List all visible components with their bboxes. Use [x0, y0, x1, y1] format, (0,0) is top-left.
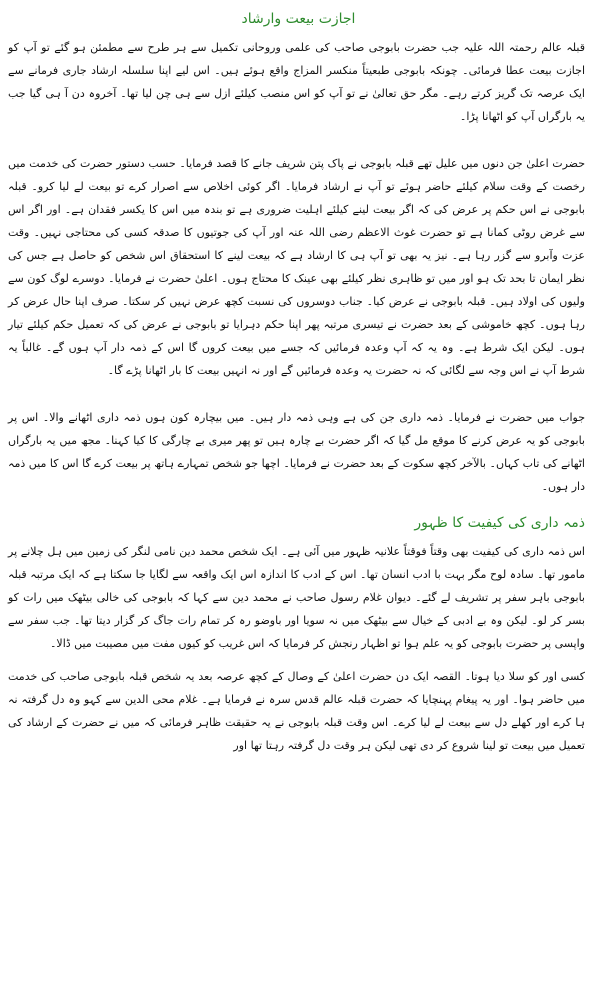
section-subtitle: ذمہ داری کی کیفیت کا ظہور	[414, 515, 585, 531]
section-title: اجازت بیعت وارشاد	[241, 11, 356, 27]
paragraph-gap	[8, 655, 589, 665]
paragraph-3: جواب میں حضرت نے فرمایا۔ ذمہ داری جن کی ہے وہی ذمہ دار ہیں۔ میں بیچارہ کون ہوں ذمہ داری اٹھانے والا۔ اس پر بابوجی کو یہ عرض کرنے کا موقع مل گیا کہ اگر حضرت بے چارہ ہیں تو پھر میری بے چارگی کا کیا کہنا۔ مجھ میں یہ بارگراں اٹھانے کی تاب کہاں۔ بالآخر کچھ سکوت کے بعد حضرت نے فرمایا۔ اچھا جو شخص تمہارے ہاتھ پر بیعت کرے گا اس کا میں ذمہ دار ہوں۔	[8, 411, 585, 493]
paragraph-1: قبلہ عالم رحمتہ اللہ علیہ جب حضرت بابوجی صاحب کی علمی وروحانی تکمیل سے ہر طرح سے مطمئن ہو گئے تو آپ کو اجازت بیعت عطا فرمائی۔ چونکہ بابوجی طبعیتاً منکسر المزاج واقع ہوئے ہیں۔ اس لیے اپنا سلسلہ ارشاد جاری فرمانے سے ایک عرصہ تک گریز کرتے رہے۔ مگر حق تعالیٰ نے تو آپ کو اس منصب کیلئے ازل سے ہی چن لیا تھا۔ آخروہ دن آ ہی گیا جب یہ بارگراں آپ کو اٹھانا پڑا۔	[8, 41, 585, 123]
paragraph-4: اس ذمہ داری کی کیفیت بھی وقتاً فوقتاً علانیہ ظہور میں آئی ہے۔ ایک شخص محمد دین نامی لنگر کی زمین میں ہل چلانے پر مامور تھا۔ سادہ لوح مگر بہت با ادب انسان تھا۔ اس کے ادب کا اندازہ اس ایک واقعہ سے لگایا جا سکتا ہے کہ ایک مرتبہ قبلہ بابوجی باہر سفر پر تشریف لے گئے۔ دیوان غلام رسول صاحب نے محمد دین سے کہا کہ بابوجی کی خالی بیٹھک میں رات کو بسر کر لو۔ لیکن وہ بے ادبی کے خیال سے بیٹھک میں نہ سویا اور باوضو رہ کر تمام رات جاگ کر گزار دیتا تھا۔ جب سفر سے واپسی پر حضرت بابوجی کو یہ علم ہوا تو اظہار رنجش کر فرمایا کہ اس غریب کو کیوں مفت میں مصیبت میں ڈالا۔	[8, 545, 585, 650]
paragraph-2: حضرت اعلیٰ جن دنوں میں علیل تھے قبلہ بابوجی نے پاک پتن شریف جانے کا قصد فرمایا۔ حسب دستور حضرت کی خدمت میں رخصت کے وقت سلام کیلئے حاضر ہوئے تو آپ نے ارشاد فرمایا۔ اگر کوئی اخلاص سے اصرار کرے تو بیعت لے لیا کرو۔ قبلہ بابوجی نے اس حکم پر عرض کی کہ اگر بیعت لینے کیلئے اہلیت ضروری ہے تو بندہ میں اس کا یکسر فقدان ہے۔ اور اگر اس سے غرض روٹی کمانا ہے تو حضرت غوث الاعظم رضی اللہ عنہ اور آپ کی جوتیوں کا صدقہ کسی کی محتاجی نہیں۔ وقت عزت وآبرو سے گزر رہا ہے۔ نیز یہ بھی تو آپ ہی کا ارشاد ہے کہ بیعت لینے کا استحقاق اس شخص کو حاصل ہے جس کی نظر ایمان تا بحد تک ہو اور میں تو ظاہری نظر کیلئے بھی عینک کا محتاج ہوں۔ اعلیٰ حضرت نے فرمایا۔ دوسرے لوگ کون سے ولیوں کی اولاد ہیں۔ قبلہ بابوجی نے عرض کیا۔ جناب دوسروں کی نسبت کچھ عرض نہیں کر سکتا۔ صرف اپنا حال عرض کر رہا ہوں۔ کچھ خاموشی کے بعد حضرت نے تیسری مرتبہ پھر اپنا حکم دہرایا تو بابوجی نے عرض کی کہ تعمیل حکم کیلئے تیار ہوں۔ لیکن ایک شرط ہے۔ وہ یہ کہ آپ وعدہ فرمائیں کہ جسے میں بیعت کروں گا اس کے ذمہ دار آپ ہوں گے۔ غالباً یہ شرط آپ نے اس وجہ سے لگائی کہ نہ حضرت یہ وعدہ فرمائیں گے اور نہ انہیں بیعت کا بار اٹھانا پڑے گا۔	[8, 157, 585, 377]
paragraph-5: کسی اور کو سلا دیا ہوتا۔ القصہ ایک دن حضرت اعلیٰ کے وصال کے کچھ عرصہ بعد یہ شخص قبلہ بابوجی صاحب کی خدمت میں حاضر ہوا۔ اور یہ پیغام پہنچایا کہ حضرت قبلہ عالم قدس سرہ نے فرمایا ہے۔ غلام محی الدین سے کہو وہ دل گرفتہ نہ ہا کرے اور کھلے دل سے بیعت لے لیا کرے۔ اس وقت قبلہ بابوجی نے یہ حقیقت ظاہر فرمائی کہ میں نے حضرت کے ارشاد کی تعمیل میں بیعت تو لینا شروع کر دی تھی لیکن ہر وقت دل گرفتہ رہتا تھا اور	[8, 670, 585, 752]
